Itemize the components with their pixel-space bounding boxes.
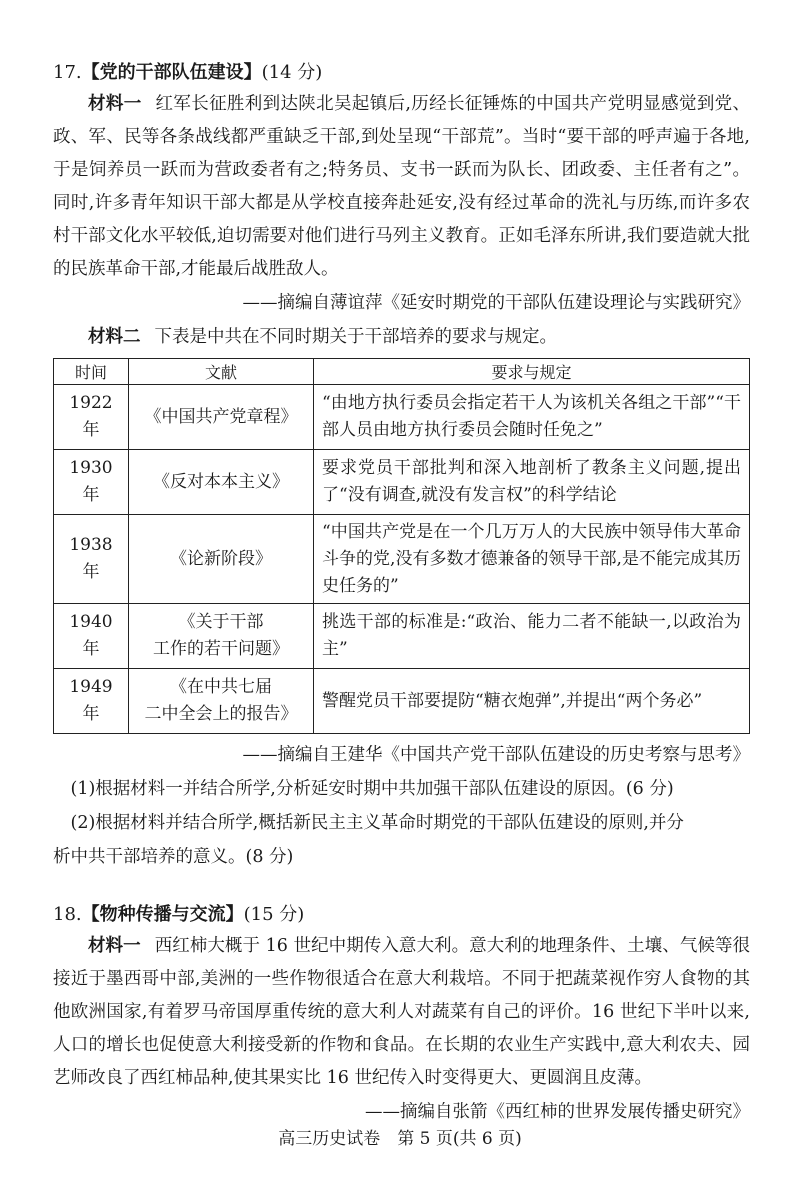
row-year: 1930 年	[54, 450, 129, 515]
row-document-line1: 《在中共七届	[170, 677, 272, 697]
row-year: 1922 年	[54, 385, 129, 450]
q17-material1-source: ——摘编自薄谊萍《延安时期党的干部队伍建设理论与实践研究》	[242, 293, 750, 313]
table-row	[54, 604, 750, 669]
q17-number: 17.	[53, 62, 82, 83]
table-header-row	[54, 359, 750, 385]
q18-number: 18.	[53, 904, 82, 925]
row-requirement: 警醒党员干部要提防“糖衣炮弹”,并提出“两个务必”	[314, 669, 750, 734]
row-year: 1940 年	[54, 604, 129, 669]
table-header-document: 文献	[129, 359, 314, 385]
row-requirement: “中国共产党是在一个几万万人的大民族中领导伟大革命斗争的党,没有多数才德兼备的领导干部,是不能完成其历史任务的”	[314, 515, 750, 604]
row-requirement: “由地方执行委员会指定若干人为该机关各组之干部”“干部人员由地方执行委员会随时任免之”	[314, 385, 750, 450]
q17-material2-label: 材料二	[88, 327, 141, 347]
q18-material1-text: 西红柿大概于 16 世纪中期传入意大利。意大利的地理条件、土壤、气候等很接近于墨西哥中部,美洲的一些作物很适合在意大利栽培。不同于把蔬菜视作穷人食物的其他欧洲国家,有着罗马帝国厚重传统的意大利人对蔬菜有自己的评价。16 世纪下半叶以来,人口的增长也促使意大利接受新的作物和食品。在长期的农业生产实践中,意大利农夫、园艺师改良了西红柿品种,使其果实比 16 世纪传入时变得更大、更圆润且皮薄。	[53, 936, 750, 1088]
q18-heading	[53, 900, 750, 930]
q17-score: (14 分)	[261, 62, 323, 83]
q17-heading	[53, 58, 750, 88]
q17-material1-label: 材料一	[88, 94, 142, 114]
table-row	[54, 515, 750, 604]
q17-material1-text: 红军长征胜利到达陕北吴起镇后,历经长征锤炼的中国共产党明显感觉到党、政、军、民等各条战线都严重缺乏干部,到处呈现“干部荒”。当时“要干部的呼声遍于各地,于是饲养员一跃而为营政委者有之;特务员、支书一跃而为队长、团政委、主任者有之”。同时,许多青年知识干部大都是从学校直接奔赴延安,没有经过革命的洗礼与历练,而许多农村干部文化水平较低,迫切需要对他们进行马列主义教育。正如毛泽东所讲,我们要造就大批的民族革命干部,才能最后战胜敌人。	[53, 94, 751, 279]
row-document-line2: 二中全会上的报告》	[144, 704, 298, 724]
row-document-line2: 工作的若干问题》	[153, 639, 289, 659]
exam-page	[53, 58, 750, 1129]
q17-material1	[53, 88, 750, 286]
row-document	[129, 669, 314, 734]
q18-material1-label: 材料一	[88, 936, 141, 956]
row-document-line1: 《关于干部	[178, 612, 264, 632]
q17-material2-intro-text: 下表是中共在不同时期关于干部培养的要求与规定。	[154, 327, 557, 347]
table-header-time: 时间	[54, 359, 129, 385]
table-row	[54, 669, 750, 734]
q17-sub-question-2-cont: 析中共干部培养的意义。(8 分)	[53, 847, 294, 867]
q17-sub-question-2: (2)根据材料并结合所学,概括新民主主义革命时期党的干部队伍建设的原则,并分	[70, 813, 684, 833]
page-footer: 高三历史试卷 第 5 页(共 6 页)	[278, 1129, 522, 1149]
row-requirement: 挑选干部的标准是:“政治、能力二者不能缺一,以政治为主”	[314, 604, 750, 669]
cadre-training-table	[53, 358, 750, 734]
table-row	[54, 385, 750, 450]
row-requirement: 要求党员干部批判和深入地剖析了教条主义问题,提出了“没有调查,就没有发言权”的科学结论	[314, 450, 750, 515]
table-row	[54, 450, 750, 515]
q18-score: (15 分)	[243, 904, 305, 925]
q18-tag: 【物种传播与交流】	[81, 904, 244, 925]
q18-material1	[53, 930, 750, 1095]
q17-sub-question-1: (1)根据材料一并结合所学,分析延安时期中共加强干部队伍建设的原因。(6 分)	[70, 779, 674, 799]
row-document: 《论新阶段》	[129, 515, 314, 604]
row-document: 《反对本本主义》	[129, 450, 314, 515]
row-document: 《中国共产党章程》	[129, 385, 314, 450]
q18-material1-source: ——摘编自张箭《西红柿的世界发展传播史研究》	[365, 1102, 750, 1122]
row-year: 1949 年	[54, 669, 129, 734]
row-document	[129, 604, 314, 669]
q17-material2-source: ——摘编自王建华《中国共产党干部队伍建设的历史考察与思考》	[242, 745, 750, 765]
q17-tag: 【党的干部队伍建设】	[81, 62, 262, 83]
table-header-requirement: 要求与规定	[314, 359, 750, 385]
q17-material2-intro	[53, 320, 750, 354]
row-year: 1938 年	[54, 515, 129, 604]
